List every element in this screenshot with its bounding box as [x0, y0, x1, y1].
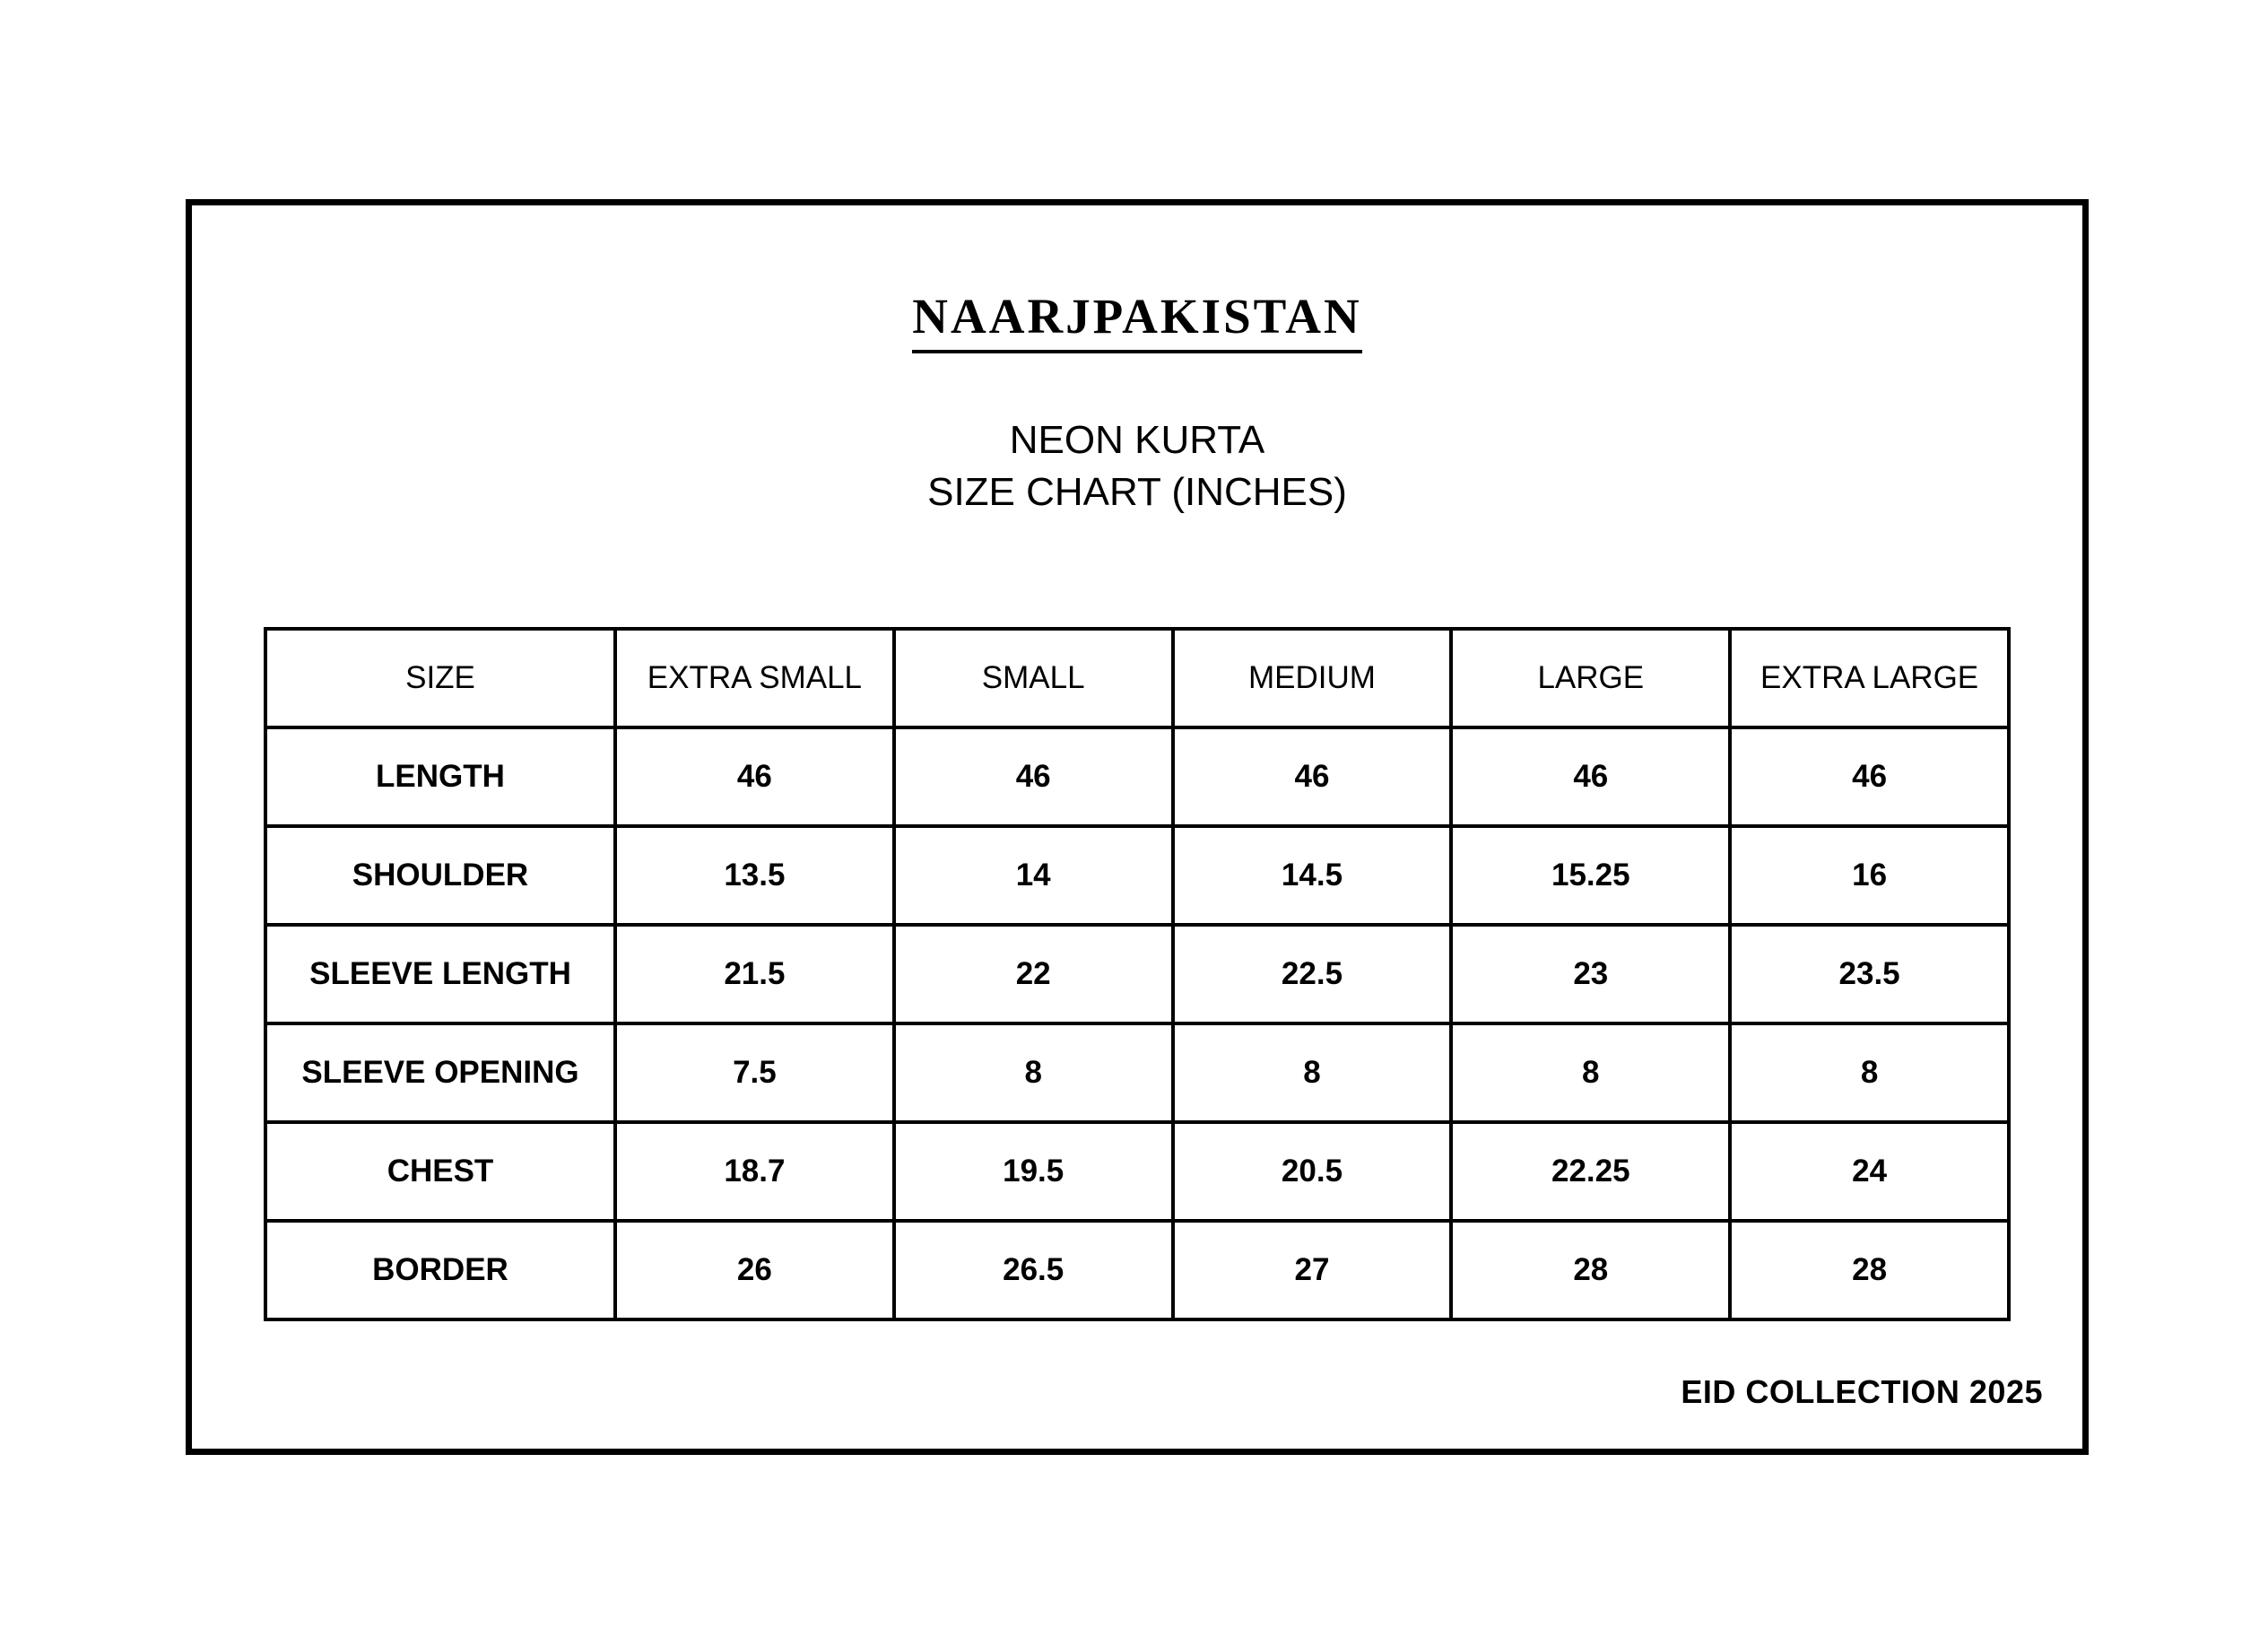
- table-cell: 8: [1451, 1023, 1730, 1122]
- table-cell: 8: [1173, 1023, 1452, 1122]
- column-header-size: SIZE: [265, 629, 615, 727]
- table-cell: 16: [1730, 826, 2009, 925]
- row-label: SLEEVE OPENING: [265, 1023, 615, 1122]
- table-cell: 14.5: [1173, 826, 1452, 925]
- chart-subtitle: [192, 414, 2082, 518]
- brand-title: [192, 288, 2082, 353]
- table-cell: 26: [615, 1221, 894, 1319]
- table-cell: 46: [1730, 727, 2009, 826]
- size-chart-card: [186, 199, 2089, 1455]
- table-cell: 23: [1451, 925, 1730, 1023]
- table-cell: 46: [615, 727, 894, 826]
- table-cell: 27: [1173, 1221, 1452, 1319]
- table-row: [265, 1023, 2009, 1122]
- table-row: [265, 1221, 2009, 1319]
- size-chart-table-wrap: [264, 627, 2011, 1321]
- table-cell: 14: [894, 826, 1173, 925]
- size-chart-table: [264, 627, 2011, 1321]
- brand-title-text: NAARJPAKISTAN: [912, 288, 1361, 353]
- column-header-medium: MEDIUM: [1173, 629, 1452, 727]
- table-cell: 8: [1730, 1023, 2009, 1122]
- table-cell: 19.5: [894, 1122, 1173, 1221]
- chart-units-title: SIZE CHART (INCHES): [927, 470, 1347, 515]
- table-cell: 46: [894, 727, 1173, 826]
- table-cell: 28: [1451, 1221, 1730, 1319]
- table-cell: 22.5: [1173, 925, 1452, 1023]
- table-cell: 22: [894, 925, 1173, 1023]
- column-header-extra-large: EXTRA LARGE: [1730, 629, 2009, 727]
- column-header-small: SMALL: [894, 629, 1173, 727]
- table-cell: 15.25: [1451, 826, 1730, 925]
- table-cell: 18.7: [615, 1122, 894, 1221]
- table-cell: 46: [1451, 727, 1730, 826]
- table-row: [265, 1122, 2009, 1221]
- table-cell: 20.5: [1173, 1122, 1452, 1221]
- table-row: [265, 826, 2009, 925]
- column-header-extra-small: EXTRA SMALL: [615, 629, 894, 727]
- table-cell: 21.5: [615, 925, 894, 1023]
- table-row: [265, 925, 2009, 1023]
- table-cell: 28: [1730, 1221, 2009, 1319]
- collection-footer: EID COLLECTION 2025: [1681, 1373, 2043, 1410]
- row-label: BORDER: [265, 1221, 615, 1319]
- row-label: SLEEVE LENGTH: [265, 925, 615, 1023]
- table-header-row: [265, 629, 2009, 727]
- row-label: SHOULDER: [265, 826, 615, 925]
- table-cell: 7.5: [615, 1023, 894, 1122]
- table-cell: 22.25: [1451, 1122, 1730, 1221]
- table-cell: 13.5: [615, 826, 894, 925]
- row-label: CHEST: [265, 1122, 615, 1221]
- table-cell: 26.5: [894, 1221, 1173, 1319]
- row-label: LENGTH: [265, 727, 615, 826]
- table-cell: 24: [1730, 1122, 2009, 1221]
- table-cell: 8: [894, 1023, 1173, 1122]
- table-row: [265, 727, 2009, 826]
- table-cell: 46: [1173, 727, 1452, 826]
- product-name: NEON KURTA: [1009, 418, 1265, 462]
- table-cell: 23.5: [1730, 925, 2009, 1023]
- column-header-large: LARGE: [1451, 629, 1730, 727]
